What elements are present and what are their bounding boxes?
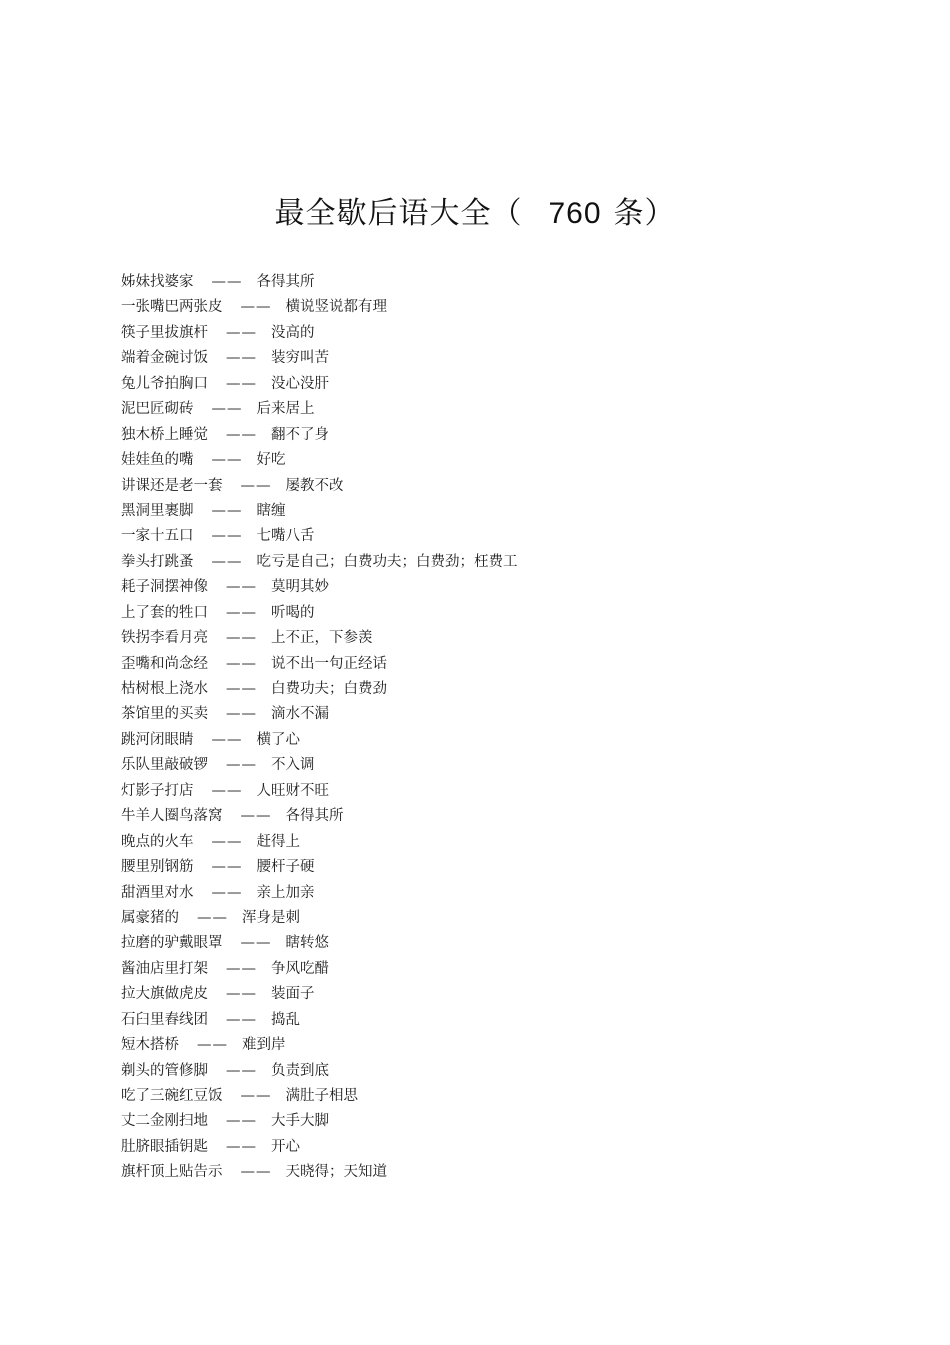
answer-text: 好吃 — [256, 452, 286, 469]
riddle-text: 短木搭桥 — [121, 1037, 179, 1054]
separator-dash: —— — [226, 350, 257, 367]
list-item — [121, 1059, 881, 1084]
separator-dash: —— — [211, 401, 243, 418]
riddle-text: 拉大旗做虎皮 — [121, 986, 208, 1003]
riddle-text: 一张嘴巴两张皮 — [121, 299, 223, 316]
page-title — [0, 192, 950, 236]
separator-dash: —— — [226, 960, 257, 977]
list-item — [121, 372, 881, 397]
answer-text: 亲上加亲 — [256, 884, 315, 901]
answer-text: 不入调 — [271, 757, 315, 774]
list-item — [121, 881, 881, 906]
separator-dash: —— — [197, 909, 228, 926]
riddle-text: 独木桥上睡觉 — [121, 426, 208, 443]
answer-text: 七嘴八舌 — [256, 528, 315, 545]
list-item — [121, 906, 881, 931]
riddle-text: 端着金碗讨饭 — [121, 350, 208, 367]
list-item — [121, 957, 881, 982]
riddle-text: 腰里别钢筋 — [121, 859, 194, 876]
answer-text: 瞎缠 — [256, 502, 286, 519]
riddle-text: 灯影子打店 — [121, 782, 194, 799]
separator-dash: —— — [226, 1062, 257, 1079]
answer-text: 瞎转悠 — [285, 935, 329, 952]
list-item — [121, 1033, 881, 1058]
list-item — [121, 728, 881, 753]
riddle-text: 茶馆里的买卖 — [121, 706, 208, 723]
riddle-text: 铁拐李看月亮 — [121, 630, 208, 647]
separator-dash: —— — [240, 808, 272, 825]
separator-dash: —— — [226, 655, 257, 672]
separator-dash: —— — [211, 859, 243, 876]
riddle-text: 枯树根上浇水 — [121, 681, 208, 697]
answer-text: 滴水不漏 — [271, 706, 329, 723]
riddle-text: 一家十五口 — [121, 528, 194, 545]
answer-text: 赶得上 — [256, 833, 300, 850]
list-item — [121, 830, 881, 855]
list-item — [121, 321, 881, 346]
answer-text: 大手大脚 — [271, 1113, 329, 1130]
xiehouyu-list — [121, 270, 881, 1186]
separator-dash: —— — [240, 1088, 272, 1104]
riddle-text: 泥巴匠砌砖 — [121, 401, 194, 418]
separator-dash: —— — [211, 731, 243, 748]
list-item — [121, 652, 881, 677]
answer-text: 浑身是刺 — [242, 909, 300, 926]
list-item — [121, 931, 881, 956]
riddle-text: 吃了三碗红豆饭 — [121, 1088, 223, 1104]
list-item — [121, 448, 881, 473]
separator-dash: —— — [226, 1011, 257, 1028]
separator-dash: —— — [226, 681, 257, 697]
riddle-text: 丈二金刚扫地 — [121, 1113, 208, 1130]
answer-text: 难到岸 — [242, 1037, 286, 1054]
list-item — [121, 601, 881, 626]
answer-text: 吃亏是自己；白费功夫；白费劲；枉费工 — [256, 553, 518, 570]
separator-dash: —— — [226, 579, 257, 596]
riddle-text: 属豪猪的 — [121, 909, 179, 926]
list-item — [121, 702, 881, 727]
answer-text: 翻不了身 — [271, 426, 329, 443]
answer-text: 横说竖说都有理 — [285, 299, 387, 316]
answer-text: 横了心 — [256, 731, 300, 748]
separator-dash: —— — [226, 986, 257, 1003]
list-item — [121, 346, 881, 371]
list-item — [121, 626, 881, 651]
list-item — [121, 575, 881, 600]
answer-text: 说不出一句正经话 — [271, 655, 387, 672]
separator-dash: —— — [211, 528, 243, 545]
riddle-text: 晚点的火车 — [121, 833, 194, 850]
list-item — [121, 499, 881, 524]
separator-dash: —— — [240, 1164, 272, 1181]
list-item — [121, 677, 881, 702]
riddle-text: 兔儿爷拍胸口 — [121, 375, 208, 392]
separator-dash: —— — [211, 833, 243, 850]
separator-dash: —— — [226, 630, 257, 647]
answer-text: 后来居上 — [256, 401, 315, 418]
answer-text: 人旺财不旺 — [256, 782, 329, 799]
separator-dash: —— — [226, 375, 257, 392]
separator-dash: —— — [226, 1138, 257, 1155]
answer-text: 没高的 — [271, 324, 315, 341]
list-item — [121, 1008, 881, 1033]
title-prefix: 最全歇后语大全（ — [274, 196, 523, 231]
separator-dash: —— — [211, 782, 243, 799]
answer-text: 各得其所 — [256, 274, 315, 290]
riddle-text: 石臼里舂线团 — [121, 1011, 208, 1028]
answer-text: 装面子 — [271, 986, 315, 1003]
list-item — [121, 855, 881, 880]
riddle-text: 旗杆顶上贴告示 — [121, 1164, 223, 1181]
answer-text: 白费功夫；白费劲 — [271, 681, 387, 697]
separator-dash: —— — [240, 477, 272, 494]
separator-dash: —— — [211, 452, 243, 469]
answer-text: 屡教不改 — [285, 477, 344, 494]
riddle-text: 娃娃鱼的嘴 — [121, 452, 194, 469]
answer-text: 负责到底 — [271, 1062, 329, 1079]
list-item — [121, 1135, 881, 1160]
riddle-text: 黑洞里裹脚 — [121, 502, 194, 519]
answer-text: 满肚子相思 — [285, 1088, 358, 1104]
riddle-text: 牛羊人圈鸟落窝 — [121, 808, 223, 825]
separator-dash: —— — [226, 757, 257, 774]
list-item — [121, 524, 881, 549]
answer-text: 莫明其妙 — [271, 579, 329, 596]
answer-text: 装穷叫苦 — [271, 350, 329, 367]
riddle-text: 甜酒里对水 — [121, 884, 194, 901]
separator-dash: —— — [226, 1113, 257, 1130]
riddle-text: 肚脐眼插钥匙 — [121, 1138, 208, 1155]
list-item — [121, 474, 881, 499]
riddle-text: 跳河闭眼睛 — [121, 731, 194, 748]
riddle-text: 姊妹找婆家 — [121, 274, 194, 290]
answer-text: 开心 — [271, 1138, 300, 1155]
riddle-text: 乐队里敲破锣 — [121, 757, 208, 774]
separator-dash: —— — [226, 706, 257, 723]
separator-dash: —— — [197, 1037, 228, 1054]
riddle-text: 筷子里拔旗杆 — [121, 324, 208, 341]
list-item — [121, 550, 881, 575]
riddle-text: 剃头的管修脚 — [121, 1062, 208, 1079]
riddle-text: 耗子洞摆神像 — [121, 579, 208, 596]
list-item — [121, 804, 881, 829]
list-item — [121, 1084, 881, 1109]
riddle-text: 酱油店里打架 — [121, 960, 208, 977]
separator-dash: —— — [226, 324, 257, 341]
separator-dash: —— — [211, 884, 243, 901]
list-item — [121, 982, 881, 1007]
answer-text: 各得其所 — [285, 808, 344, 825]
list-item — [121, 1109, 881, 1134]
list-item — [121, 1160, 881, 1185]
title-count: 760 — [548, 197, 602, 230]
answer-text: 捣乱 — [271, 1011, 300, 1028]
riddle-text: 歪嘴和尚念经 — [121, 655, 208, 672]
riddle-text: 讲课还是老一套 — [121, 477, 223, 494]
separator-dash: —— — [211, 502, 243, 519]
answer-text: 腰杆子硬 — [256, 859, 315, 876]
riddle-text: 上了套的牲口 — [121, 604, 208, 621]
separator-dash: —— — [226, 604, 257, 621]
list-item — [121, 779, 881, 804]
separator-dash: —— — [226, 426, 257, 443]
separator-dash: —— — [240, 935, 272, 952]
answer-text: 争风吃醋 — [271, 960, 329, 977]
riddle-text: 拳头打跳蚤 — [121, 553, 194, 570]
answer-text: 听喝的 — [271, 604, 315, 621]
separator-dash: —— — [211, 274, 243, 290]
list-item — [121, 270, 881, 295]
answer-text: 没心没肝 — [271, 375, 329, 392]
answer-text: 上不正，下参羡 — [271, 630, 373, 647]
list-item — [121, 295, 881, 320]
title-suffix: 条） — [613, 196, 676, 231]
list-item — [121, 423, 881, 448]
list-item — [121, 753, 881, 778]
riddle-text: 拉磨的驴戴眼罩 — [121, 935, 223, 952]
separator-dash: —— — [240, 299, 272, 316]
answer-text: 天晓得；天知道 — [285, 1164, 387, 1181]
separator-dash: —— — [211, 553, 243, 570]
list-item — [121, 397, 881, 422]
